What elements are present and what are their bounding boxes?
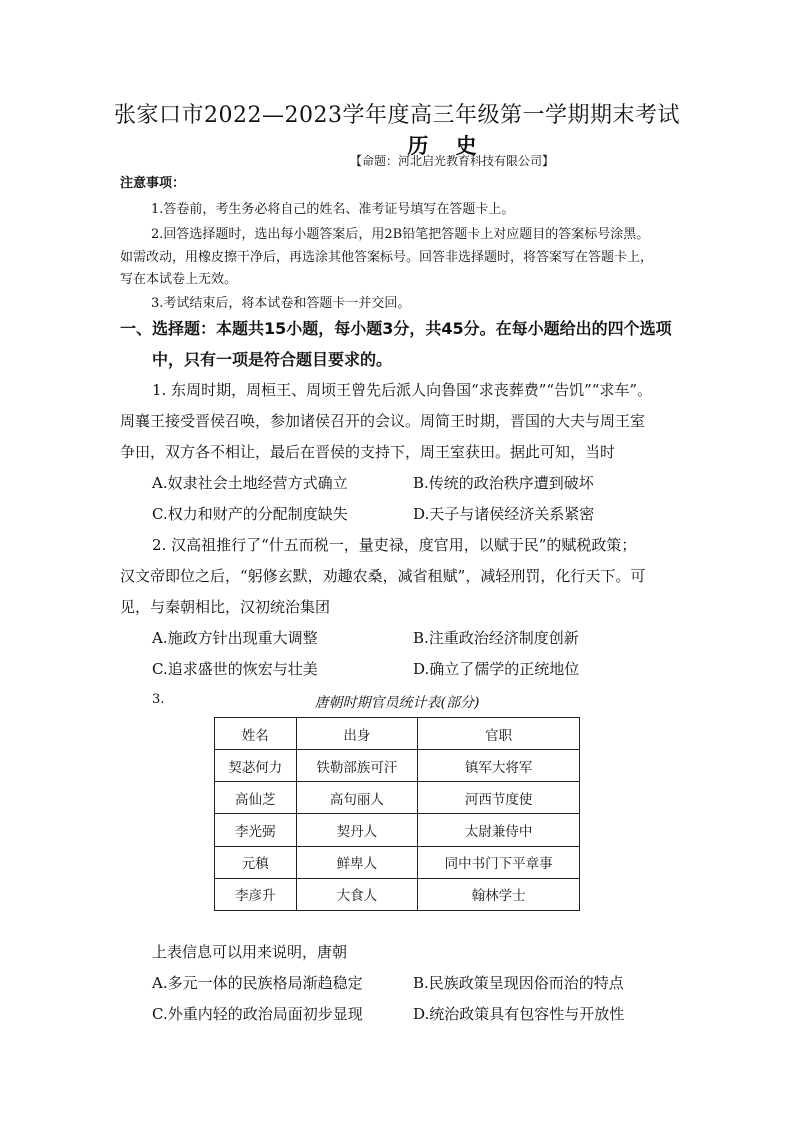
cell-origin: 鲜卑人 <box>296 846 418 878</box>
q3-option-b: B.民族政策呈现因俗而治的特点 <box>413 974 624 992</box>
q3-number: 3. <box>152 692 165 707</box>
q3-option-c: C.外重内轻的政治局面初步显现 <box>152 1005 363 1023</box>
section-heading: 一、选择题：本题共15小题，每小题3分，共45分。在每小题给出的四个选项 <box>120 319 672 338</box>
q3-option-a: A.多元一体的民族格局渐趋稳定 <box>152 974 363 992</box>
cell-office: 河西节度使 <box>418 782 580 814</box>
table-row <box>215 814 580 846</box>
exam-title: 张家口市2022—2023学年度高三年级第一学期期末考试 <box>114 103 680 128</box>
table-header-row <box>215 718 580 750</box>
cell-origin: 高句丽人 <box>296 782 418 814</box>
cell-office: 镇军大将军 <box>418 750 580 782</box>
subject-title: 历 史 <box>407 133 487 158</box>
q2-option-c: C.追求盛世的恢宏与壮美 <box>152 660 318 678</box>
table-title: 唐朝时期官员统计表(部分) <box>314 695 480 711</box>
q2-option-a: A.施政方针出现重大调整 <box>152 629 318 647</box>
q3-stem: 上表信息可以用来说明，唐朝 <box>152 943 348 961</box>
source-note: 【命题：河北启光教育科技有限公司】 <box>349 154 554 168</box>
cell-origin: 大食人 <box>296 878 418 910</box>
notice-item-3: 3.考试结束后，将本试卷和答题卡一并交回。 <box>151 296 411 311</box>
q1-line-2: 周襄王接受晋侯召唤，参加诸侯召开的会议。周简王时期，晋国的大夫与周王室 <box>120 412 646 430</box>
section-heading-cont: 中，只有一项是符合题目要求的。 <box>152 350 393 369</box>
cell-name: 李彦升 <box>215 878 297 910</box>
cell-origin: 铁勒部族可汗 <box>296 750 418 782</box>
notice-item-1: 1.答卷前，考生务必将自己的姓名、准考证号填写在答题卡上。 <box>151 202 515 217</box>
notice-item-2: 2.回答选择题时，选出每小题答案后，用2B铅笔把答题卡上对应题目的答案标号涂黑。 <box>151 227 650 242</box>
q1-line-3: 争田，双方各不相让，最后在晋侯的支持下，周王室获田。据此可知，当时 <box>120 443 616 461</box>
q2-line-1: 2. 汉高祖推行了“什五而税一，量吏禄，度官用，以赋于民”的赋税政策； <box>152 536 637 554</box>
cell-name: 李光弼 <box>215 814 297 846</box>
q2-line-3: 见，与秦朝相比，汉初统治集团 <box>120 598 331 616</box>
header-name: 姓名 <box>215 718 297 750</box>
header-office: 官职 <box>418 718 580 750</box>
header-origin: 出身 <box>296 718 418 750</box>
q1-option-d: D.天子与诸侯经济关系紧密 <box>413 505 595 523</box>
officials-table <box>214 717 580 911</box>
table-row <box>215 878 580 910</box>
q1-option-b: B.传统的政治秩序遭到破坏 <box>413 474 594 492</box>
q2-option-b: B.注重政治经济制度创新 <box>413 629 579 647</box>
q2-option-d: D.确立了儒学的正统地位 <box>413 660 580 678</box>
cell-name: 高仙芝 <box>215 782 297 814</box>
cell-origin: 契丹人 <box>296 814 418 846</box>
notice-item-2-cont: 如需改动，用橡皮擦干净后，再选涂其他答案标号。回答非选择题时，将答案写在答题卡上， <box>120 250 654 265</box>
table-row <box>215 750 580 782</box>
q1-line-1: 1. 东周时期，周桓王、周顷王曾先后派人向鲁国“求丧葬费”“告饥”“求车”。 <box>152 381 653 399</box>
q3-option-d: D.统治政策具有包容性与开放性 <box>413 1005 625 1023</box>
q1-option-c: C.权力和财产的分配制度缺失 <box>152 505 348 523</box>
q2-line-2: 汉文帝即位之后，“躬修玄默，劝趣农桑，减省租赋”，减轻刑罚，化行天下。可 <box>120 567 646 585</box>
table-row <box>215 846 580 878</box>
table-row <box>215 782 580 814</box>
notice-item-2-end: 写在本试卷上无效。 <box>120 272 238 287</box>
notice-heading: 注意事项： <box>120 176 186 191</box>
cell-office: 翰林学士 <box>418 878 580 910</box>
cell-name: 元稹 <box>215 846 297 878</box>
cell-office: 太尉兼侍中 <box>418 814 580 846</box>
cell-name: 契苾何力 <box>215 750 297 782</box>
cell-office: 同中书门下平章事 <box>418 846 580 878</box>
q1-option-a: A.奴隶社会土地经营方式确立 <box>152 474 348 492</box>
